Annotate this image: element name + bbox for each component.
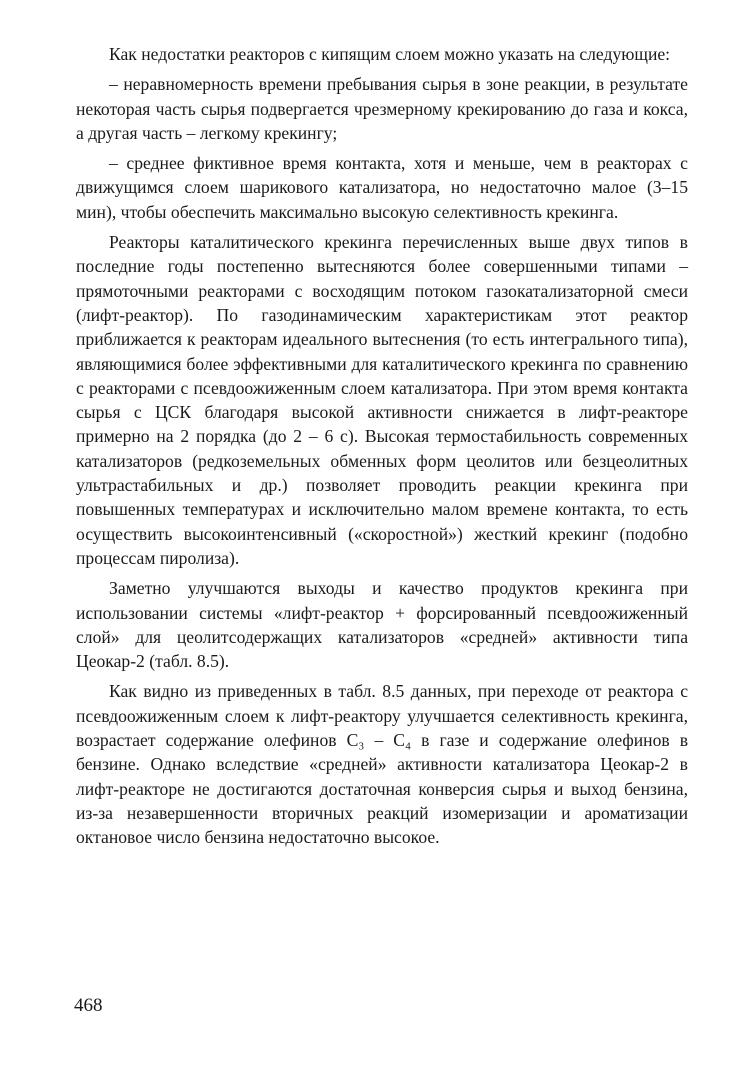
paragraph-lift-reactor: Реакторы каталитического крекинга перечисленных выше двух типов в последние годы постепенно вытесняются более совершенными типами – прямоточными реакторами с восходящим потоком газокатализаторной смеси (лифт-реактор). По газодинамическим характеристикам этот реактор приближается к реакторам идеального вытеснения (то есть интегрального типа), являющимися более эффективными для каталитического крекинга по сравнению с реакторами с псевдоожиженным слоем катализатора. При этом время контакта сырья с ЦСК благодаря высокой активности снижается в лифт-реакторе примерно на 2 порядка (до 2 – 6 с). Высокая термостабильность современных катализаторов (редкоземельных обменных форм цеолитов или безцеолитных ультрастабильных и др.) позволяет проводить реакции крекинга при повышенных температурах и исключительно малом времене контакта, то есть осуществить высокоинтенсивный («скоростной») жесткий крекинг (подобно процессам пиролиза). <box>76 232 688 568</box>
page-number: 468 <box>74 995 103 1016</box>
paragraph-yields: Заметно улучшаются выходы и качество продуктов крекинга при использовании системы «лифт-реактор + форсированный псевдоожиженный слой» для цеолитсодержащих катализаторов «средней» активности типа Цеокар-2 (табл. 8.5). <box>76 578 688 672</box>
paragraph-intro: Как недостатки реакторов с кипящим слоем можно указать на следующие: <box>109 44 671 64</box>
paragraph-list-item-1: – неравномерность времени пребывания сырья в зоне реакции, в результате некоторая часть сырья подвергается чрезмерному крекированию до газа и кокса, а другая часть – легкому крекингу; <box>76 74 688 143</box>
paragraph-list-item-2: – среднее фиктивное время контакта, хотя и меньше, чем в реакторах с движущимся слоем шарикового катализатора, но недостаточно малое (3–15 мин), чтобы обеспечить максимально высокую селективность крекинга. <box>76 153 688 222</box>
paragraph-conclusion: Как видно из приведенных в табл. 8.5 данных, при переходе от реактора с псевдоожиженным слоем к лифт-реактору улучшается селективность крекинга, возрастает содержание олефинов С₃ – С₄ в газе и содержание олефинов в бензине. Однако вследствие «средней» активности катализатора Цеокар-2 в лифт-реакторе не достигаются достаточная конверсия сырья и выход бензина, из-за незавершенности вторичных реакций изомеризации и ароматизации октановое число бензина недостаточно высокое. <box>76 681 688 848</box>
page-body <box>76 42 688 856</box>
